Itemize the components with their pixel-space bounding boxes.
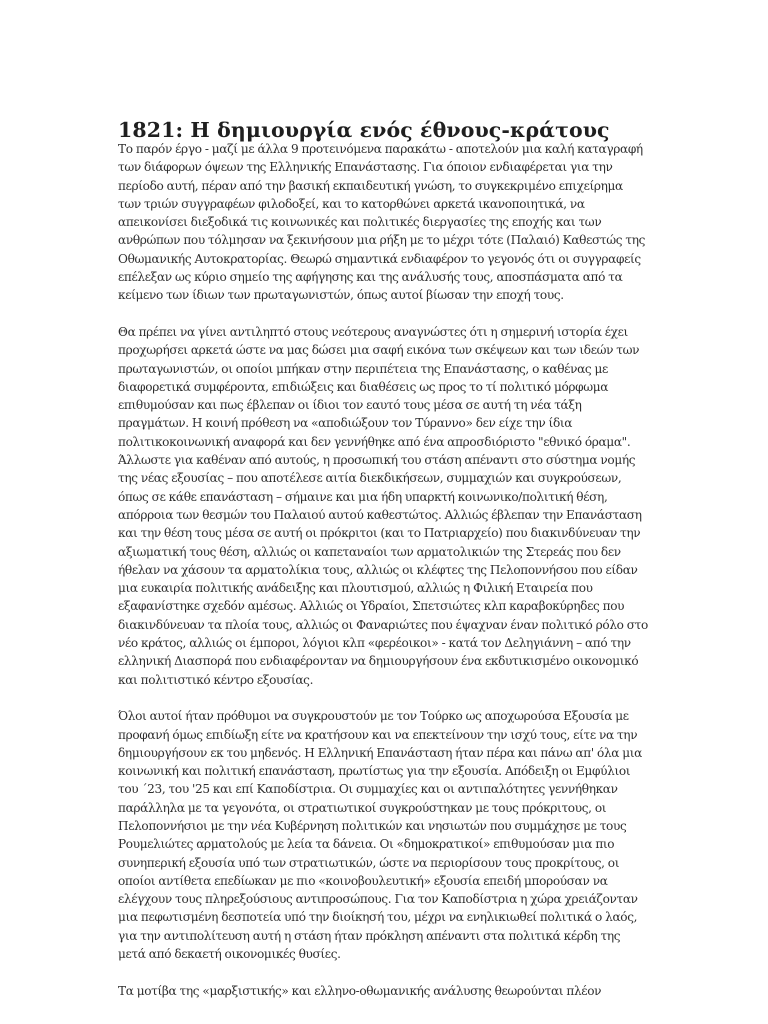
paragraph-power-struggle: Όλοι αυτοί ήταν πρόθυμοι να συγκρουστούν με τον Τούρκο ως αποχωρούσα Εξουσία με προφανή όμως επιδίωξη είτε να κρατήσουν και να επεκτείνουν την ισχύ τους, είτε να την δημιουργήσουν εκ του μηδενός. Η Ελληνική Επανάσταση ήταν πέρα και πάνω απ' όλα μια κοινωνική και πολιτική επανάσταση, πρωτίστως για την εξουσία. Απόδειξη οι Εμφύλιοι του ΄23, του '25 και επί Καποδίστρια. Οι συμμαχίες και οι αντιπαλότητες γεννήθηκαν παράλληλα με τα γεγονότα, οι στρατιωτικοί συγκρούστηκαν με τους πρόκριτους, οι Πελοποννήσιοι με την νέα Κυβέρνηση πολιτικών και νησιωτών που συμμάχησε με τους Ρουμελιώτες αρματολούς με λεία τα δάνεια. Οι «δημοκρατικοί» επιθυμούσαν μια πιο συνηπερική εξουσία υπό των στρατιωτικών, ώστε να περιορίσουν τους προκρίτους, οι οποίοι αντίθετα επεδίωκαν με πιο «κοινοβουλευτική» εξουσία επειδή μπορούσαν να ελέγχουν τους πληρεξούσιους αντιπροσώπους. Για τον Καποδίστρια η χώρα χρειάζονταν μια πεφωτισμένη δεσποτεία υπό την διοίκησή του, μέχρι να ενηλικιωθεί πολιτικά ο λαός, για την αντιπολίτευση αυτή η στάση ήταν πρόκληση απέναντι στα πολιτικά κέρδη της μετά από δεκαετή οικονομικές θυσίες. xyxy=(118,709,642,962)
paragraph-intro: Το παρόν έργο - μαζί με άλλα 9 προτεινόμενα παρακάτω - αποτελούν μια καλή καταγραφή των διάφορων όψεων της Ελληνικής Επανάστασης. Για όποιον ενδιαφέρεται για την περίοδο αυτή, πέραν από την βασική εκπαιδευτική γνώση, το συγκεκριμένο επιχείρημα των τριών συγγραφέων φιλοδοξεί, και το κατορθώνει αρκετά ικανοποιητικά, να απεικονίσει διεξοδικά τις κοινωνικές και πολιτικές διεργασίες της εποχής και των ανθρώπων που τόλμησαν να ξεκινήσουν μια ρήξη με το μέχρι τότε (Παλαιό) Καθεστώς της Οθωμανικής Αυτοκρατορίας. Θεωρώ σημαντικά ενδιαφέρον το γεγονός ότι οι συγγραφείς επέλεξαν ως κύριο σημείο της αφήγησης και της ανάλυσής τους, αποσπάσματα από τα κείμενο των ίδιων των πρωταγωνιστών, όπως αυτοί βίωσαν την εποχή τους. xyxy=(118,142,646,303)
document-page xyxy=(118,118,648,1018)
paragraph-motifs: Τα μοτίβα της «μαρξιστικής» και ελληνο-οθωμανικής ανάλυσης θεωρούνται πλέον xyxy=(118,983,602,998)
paragraph-protagonists: Θα πρέπει να γίνει αντιληπτό στους νεότερους αναγνώστες ότι η σημερινή ιστορία έχει προχωρήσει αρκετά ώστε να μας δώσει μια σαφή εικόνα των σκέψεων και των ιδεών των πρωταγωνιστών, οι οποίοι μπήκαν στην περιπέτεια της Επανάστασης, ο καθένας με διαφορετικά συμφέροντα, επιδιώξεις και διαθέσεις ως προς το τί πολιτικό μόρφωμα επιθυμούσαν και πως έβλεπαν οι ίδιοι τον εαυτό τους μέσα σε αυτή τη νέα τάξη πραγμάτων. Η κοινή πρόθεση να «αποδιώξουν τον Τύραννο» δεν είχε την ίδια πολιτικοκοινωνική αναφορά και δεν γεννήθηκε από ένα απροσδιόριστο "εθνικό όραμα". Άλλωστε για καθέναν από αυτούς, η προσωπική του στάση απέναντι στο σύστημα νομής της νέας εξουσίας – που αποτέλεσε αιτία διεκδικήσεων, συμμαχιών και συγκρούσεων, όπως σε κάθε επανάσταση – σήμαινε και μια ήδη υπαρκτή κοινωνικο/πολιτική θέση, απόρροια των θεσμών του Παλαιού αυτού καθεστώτος. Αλλιώς έβλεπαν την Επανάσταση και την θέση τους μέσα σε αυτή οι πρόκριτοι (και το Πατριαρχείο) που διακινδύνευαν την αξιωματική τους θέση, αλλιώς οι καπεταναίοι των αρματολικιών της Στερεάς που δεν ήθελαν να χάσουν τα αρματολίκια τους, αλλιώς οι κλέφτες της Πελοποννήσου που είδαν μια ευκαιρία πολιτικής ανάδειξης και πλουτισμού, αλλιώς η Φιλική Εταιρεία που εξαφανίστηκε σχεδόν αμέσως. Αλλιώς οι Υδραίοι, Σπετσιώτες κλπ καραβοκύρηδες που διακινδύνευαν τα πλοία τους, αλλιώς οι Φαναριώτες που έψαχναν έναν πολιτικό ρόλο στο νέο κράτος, αλλιώς οι έμποροι, λόγιοι κλπ «φερέοικοι» - κατά τον Δεληγιάννη – από την ελληνική Διασπορά που ενδιαφέρονταν να δημιουργήσουν ένα εκδυτικισμένο οικονομικό και πολιτιστικό κέντρο εξουσίας. xyxy=(118,324,648,687)
document-title: 1821: Η δημιουργία ενός έθνους-κράτους xyxy=(118,118,610,142)
